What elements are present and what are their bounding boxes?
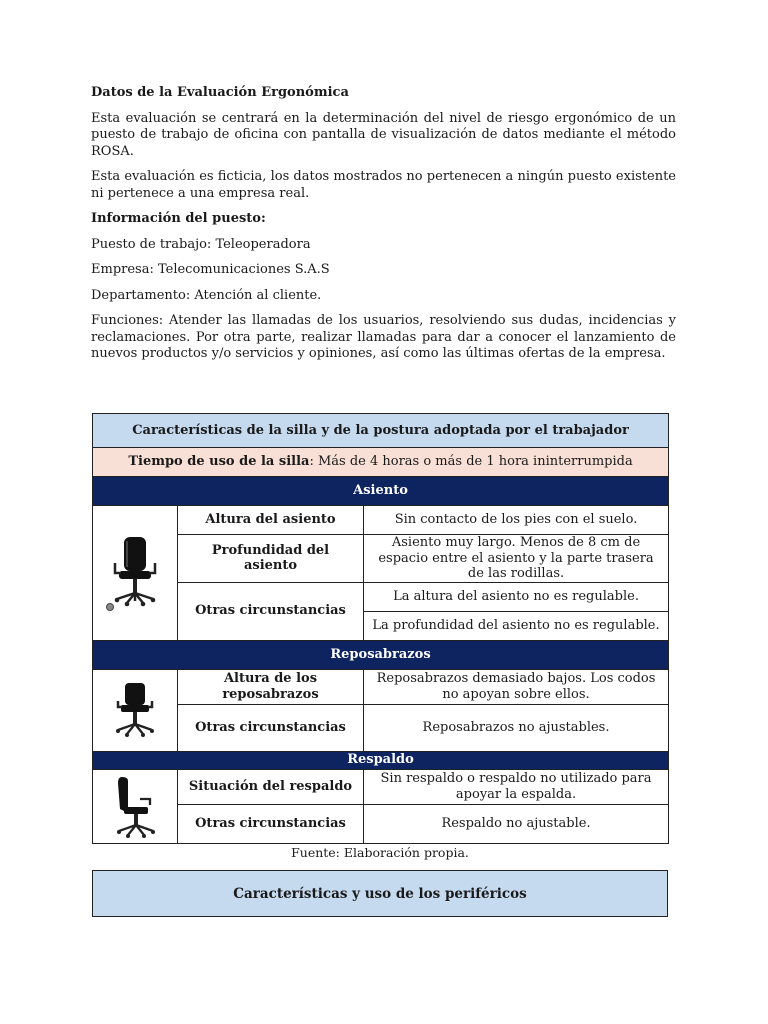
empresa-line: Empresa: Telecomunicaciones S.A.S xyxy=(91,262,330,277)
usage-row xyxy=(93,448,669,477)
section-header-reposabrazos: Reposabrazos xyxy=(93,640,669,669)
table-source: Fuente: Elaboración propia. xyxy=(291,845,469,860)
table-row xyxy=(93,804,669,843)
respaldo-situacion-label: Situación del respaldo xyxy=(178,769,364,804)
asiento-altura-label: Altura del asiento xyxy=(178,506,364,535)
usage-value: : Más de 4 horas o más de 1 hora ininterrumpida xyxy=(309,454,633,470)
table-title: Características de la silla y de la postura adoptada por el trabajador xyxy=(93,414,669,448)
usage-label: Tiempo de uso de la silla xyxy=(128,454,310,470)
asiento-altura-value: Sin contacto de los pies con el suelo. xyxy=(364,506,669,535)
table-row xyxy=(93,582,669,611)
section-header-asiento: Asiento xyxy=(93,477,669,506)
respaldo-situacion-value: Sin respaldo o respaldo no utilizado para apoyar la espalda. xyxy=(364,769,669,804)
table-row xyxy=(93,704,669,751)
table-row xyxy=(93,669,669,704)
intro-paragraph-1: Esta evaluación se centrará en la determinación del nivel de riesgo ergonómico de un puesto de trabajo de oficina con pantalla de visualización de datos mediante el método ROSA. xyxy=(91,110,676,159)
office-chair-icon xyxy=(105,533,165,613)
office-chair-backrest-icon xyxy=(110,773,160,839)
intro-section xyxy=(91,85,676,372)
asiento-profundidad-label: Profundidad del asiento xyxy=(178,535,364,583)
funciones-paragraph: Funciones: Atender las llamadas de los usuarios, resolviendo sus dudas, incidencias y reclamaciones. Por otra parte, realizar llamadas para dar a conocer el lanzamiento de nuevos productos y/o servicios y opiniones, así como las últimas ofertas de la empresa. xyxy=(91,313,676,361)
chair-image-cell xyxy=(93,506,178,641)
table-row xyxy=(93,535,669,583)
usage-cell xyxy=(93,448,669,477)
peripherals-table-title: Características y uso de los periféricos xyxy=(92,870,668,917)
departamento-line: Departamento: Atención al cliente. xyxy=(91,287,322,303)
section-header-respaldo: Respaldo xyxy=(93,751,669,769)
asiento-otras-value-a: La altura del asiento no es regulable. xyxy=(364,582,669,611)
respaldo-otras-value: Respaldo no ajustable. xyxy=(364,804,669,843)
reposabrazos-altura-label: Altura de los reposabrazos xyxy=(178,669,364,704)
reposabrazos-otras-label: Otras circunstancias xyxy=(178,704,364,751)
section-row-reposabrazos xyxy=(93,640,669,669)
reposabrazos-otras-value: Reposabrazos no ajustables. xyxy=(364,704,669,751)
reposabrazos-altura-value: Reposabrazos demasiado bajos. Los codos no apoyan sobre ellos. xyxy=(364,669,669,704)
section-row-asiento xyxy=(93,477,669,506)
respaldo-otras-label: Otras circunstancias xyxy=(178,804,364,843)
asiento-otras-value-b: La profundidad del asiento no es regulable. xyxy=(364,611,669,640)
puesto-line: Puesto de trabajo: Teleoperadora xyxy=(91,236,311,252)
table-title-row xyxy=(93,414,669,448)
table-row xyxy=(93,506,669,535)
office-chair-armrest-icon xyxy=(110,679,160,741)
section-row-respaldo xyxy=(93,751,669,769)
asiento-profundidad-value: Asiento muy largo. Menos de 8 cm de espacio entre el asiento y la parte trasera de las rodillas. xyxy=(364,535,669,583)
intro-paragraph-2: Esta evaluación es ficticia, los datos mostrados no pertenecen a ningún puesto existente ni pertenece a una empresa real. xyxy=(91,169,676,201)
section-heading: Datos de la Evaluación Ergonómica xyxy=(91,85,349,100)
asiento-otras-label: Otras circunstancias xyxy=(178,582,364,640)
chair-evaluation-table xyxy=(92,413,669,844)
info-heading: Información del puesto: xyxy=(91,211,266,226)
chair-image-cell xyxy=(93,669,178,751)
chair-image-cell xyxy=(93,769,178,843)
table-row xyxy=(93,769,669,804)
